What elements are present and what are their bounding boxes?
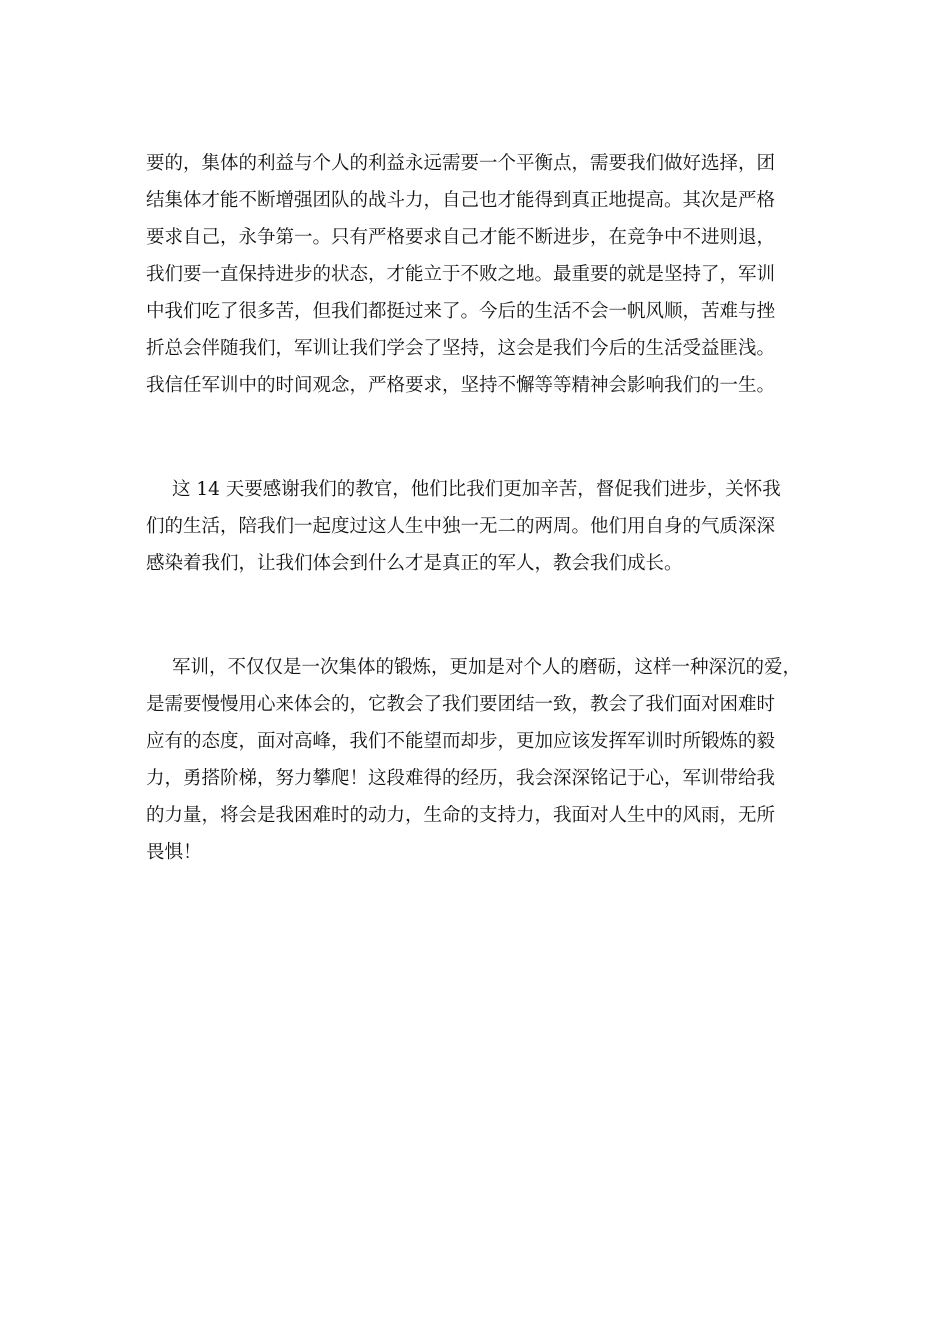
paragraph-2-line-1: 这 14 天要感谢我们的教官，他们比我们更加辛苦，督促我们进步，关怀我 — [172, 479, 781, 500]
paragraph-3-line-6: 畏惧！ — [146, 842, 202, 863]
paragraph-1-line-7: 我信任军训中的时间观念，严格要求，坚持不懈等等精神会影响我们的一生。 — [146, 375, 776, 396]
paragraph-1-line-3: 要求自己，永争第一。只有严格要求自己才能不断进步，在竞争中不进则退， — [146, 227, 776, 248]
paragraph-3-line-5: 的力量，将会是我困难时的动力，生命的支持力，我面对人生中的风雨，无所 — [146, 805, 776, 826]
paragraph-1-line-2: 结集体才能不断增强团队的战斗力，自己也才能得到真正地提高。其次是严格 — [146, 190, 776, 211]
paragraph-1-line-6: 折总会伴随我们，军训让我们学会了坚持，这会是我们今后的生活受益匪浅。 — [146, 338, 776, 359]
paragraph-2-line-2: 们的生活，陪我们一起度过这人生中独一无二的两周。他们用自身的气质深深 — [146, 516, 776, 537]
paragraph-3-line-4: 力，勇搭阶梯，努力攀爬！这段难得的经历，我会深深铭记于心，军训带给我 — [146, 768, 776, 789]
paragraph-3-line-1: 军训，不仅仅是一次集体的锻炼，更加是对个人的磨砺，这样一种深沉的爱， — [172, 657, 802, 678]
paragraph-1-line-5: 中我们吃了很多苦，但我们都挺过来了。今后的生活不会一帆风顺，苦难与挫 — [146, 301, 776, 322]
paragraph-2-line-3: 感染着我们，让我们体会到什么才是真正的军人，教会我们成长。 — [146, 553, 683, 574]
paragraph-3-line-3: 应有的态度，面对高峰，我们不能望而却步，更加应该发挥军训时所锻炼的毅 — [146, 731, 776, 752]
paragraph-1-line-1: 要的，集体的利益与个人的利益永远需要一个平衡点，需要我们做好选择，团 — [146, 153, 776, 174]
paragraph-3-line-2: 是需要慢慢用心来体会的，它教会了我们要团结一致，教会了我们面对困难时 — [146, 694, 776, 715]
paragraph-1-line-4: 我们要一直保持进步的状态，才能立于不败之地。最重要的就是坚持了，军训 — [146, 264, 776, 285]
